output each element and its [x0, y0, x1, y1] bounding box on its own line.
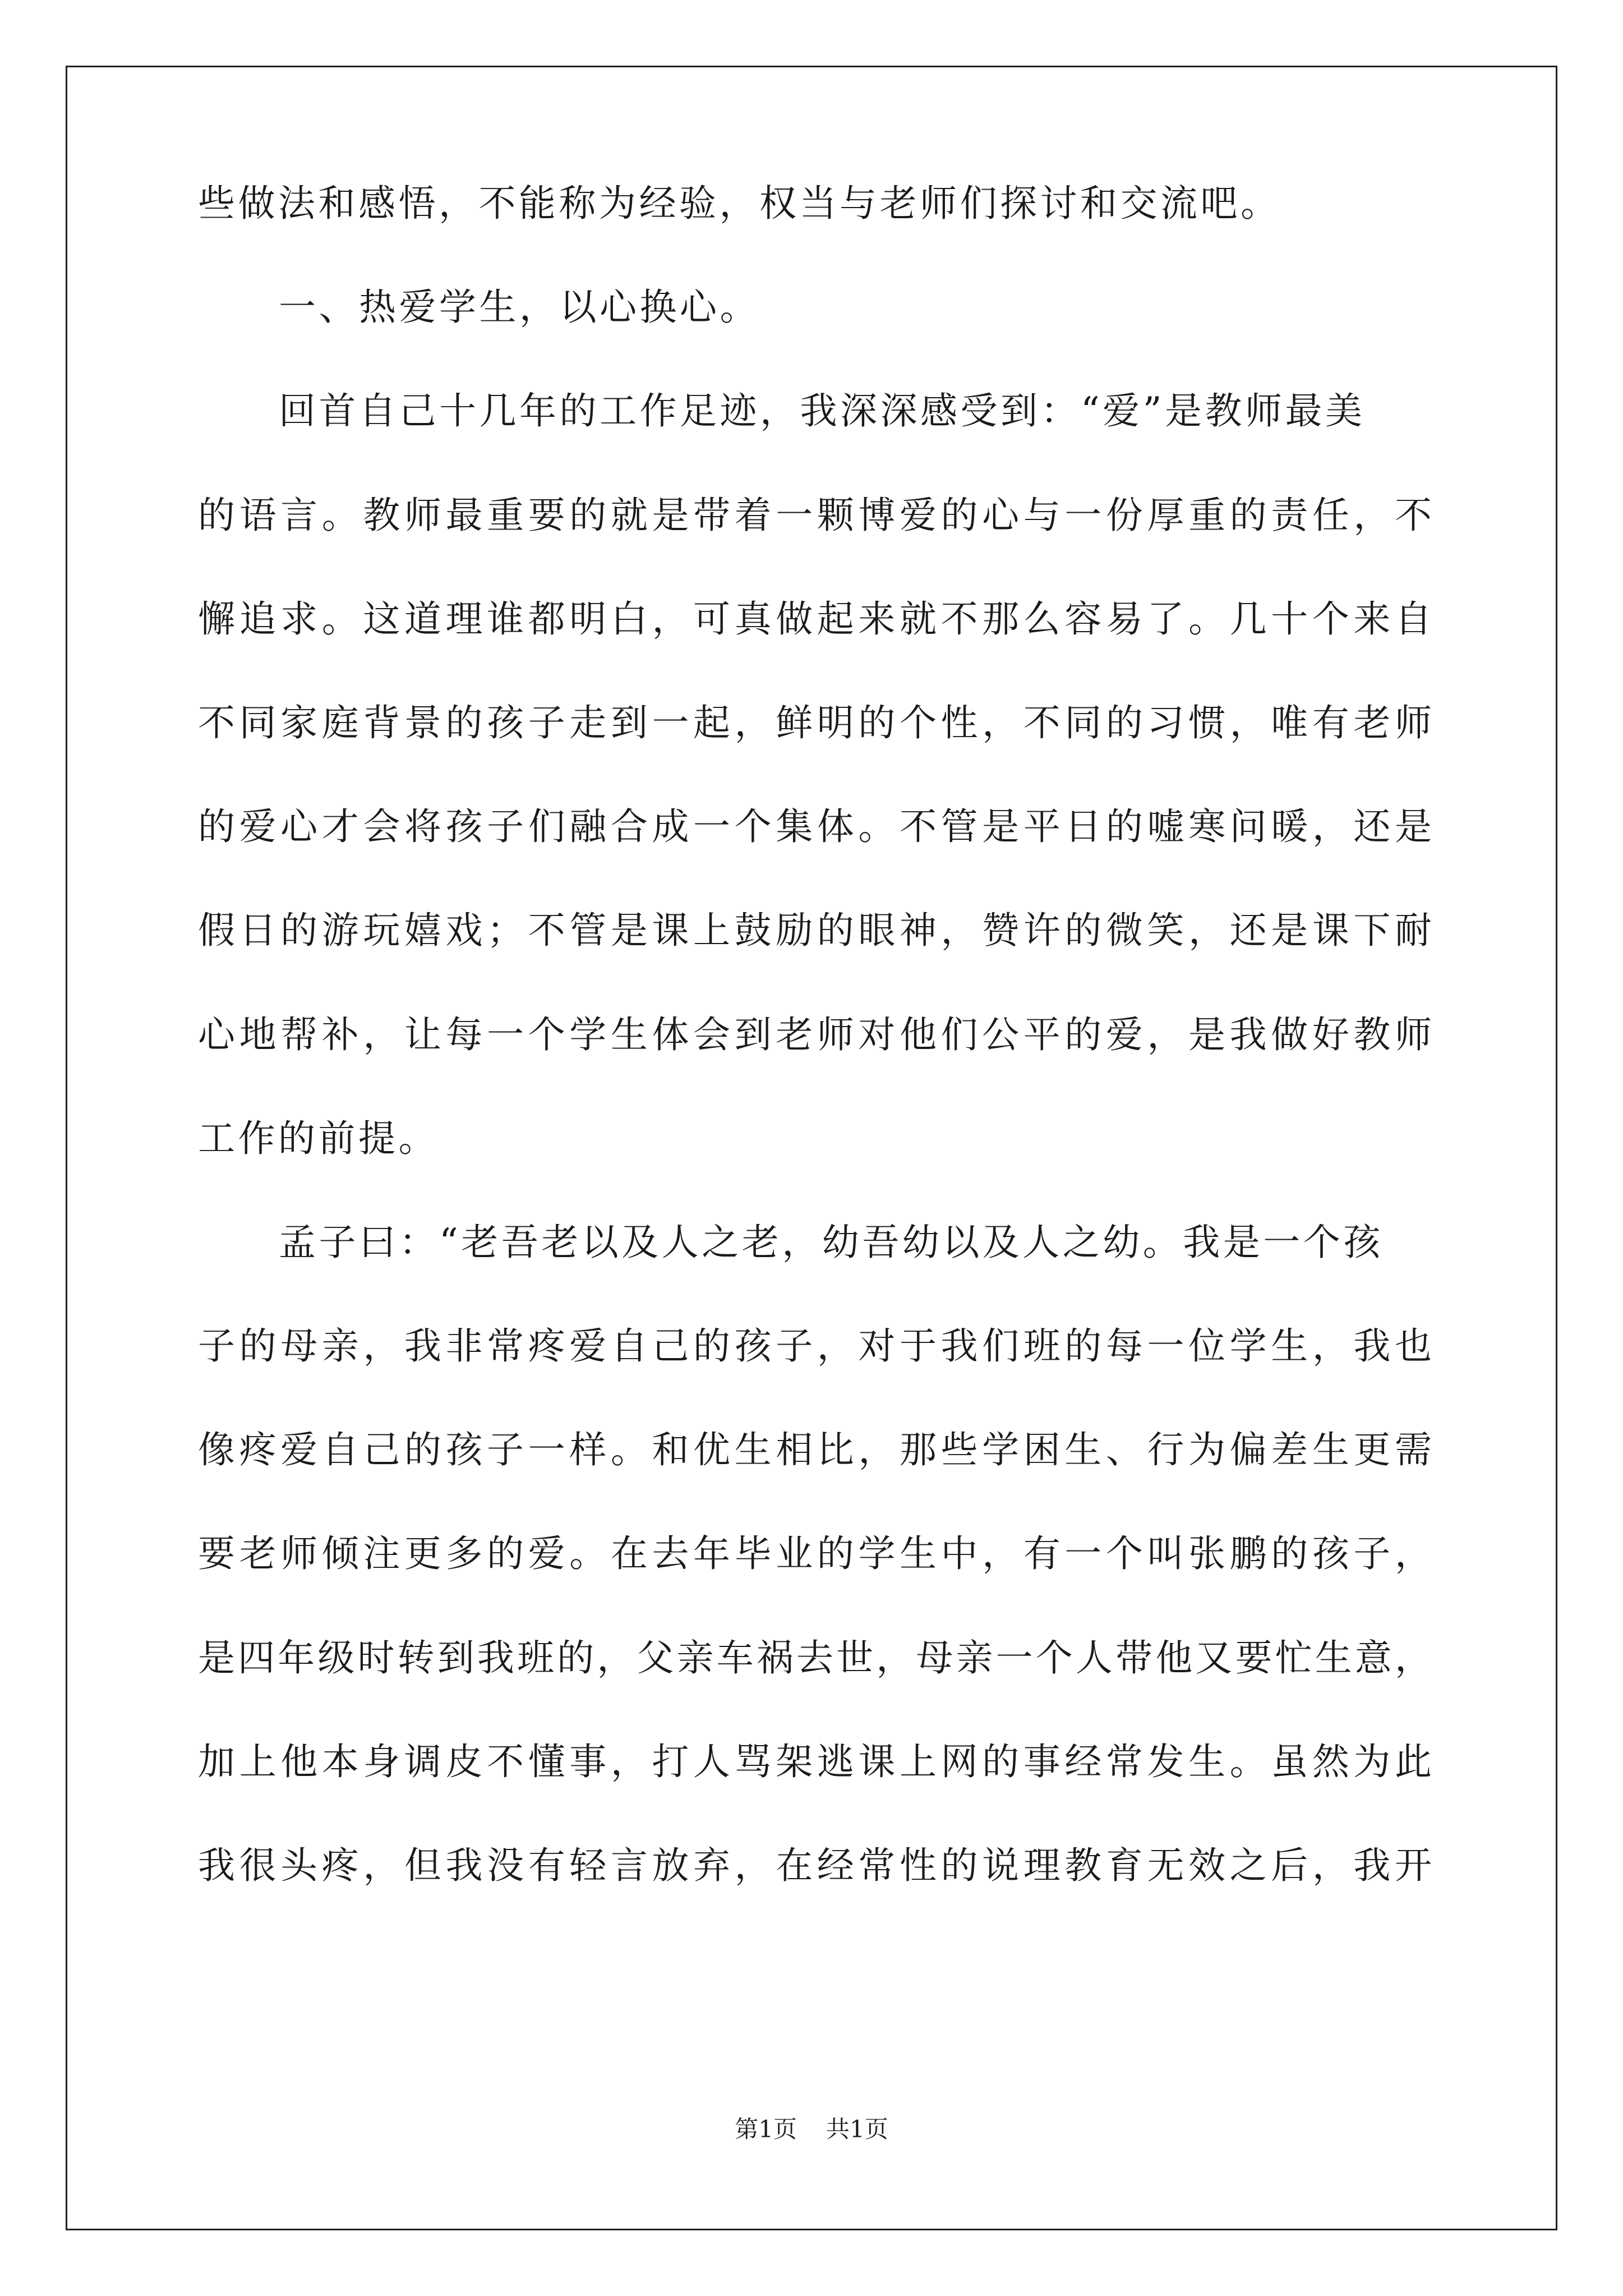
text-line: 是四年级时转到我班的，父亲车祸去世，母亲一个人带他又要忙生意，: [198, 1636, 1432, 1680]
text-line: 心地帮补，让每一个学生体会到老师对他们公平的爱，是我做好教师: [198, 1013, 1432, 1056]
text-line: 的语言。教师最重要的就是带着一颗博爱的心与一份厚重的责任，不: [198, 493, 1432, 537]
page-footer: [0, 2116, 1623, 2143]
text-line: 我很头疼，但我没有轻言放弃，在经常性的说理教育无效之后，我开: [198, 1844, 1432, 1887]
text-line: 假日的游玩嬉戏；不管是课上鼓励的眼神，赞许的微笑，还是课下耐: [198, 909, 1432, 953]
text-line: 的爱心才会将孩子们融合成一个集体。不管是平日的嘘寒问暖，还是: [198, 805, 1432, 849]
text-line: 些做法和感悟，不能称为经验，权当与老师们探讨和交流吧。: [198, 182, 1281, 225]
text-line: 子的母亲，我非常疼爱自己的孩子，对于我们班的每一位学生，我也: [198, 1324, 1432, 1368]
document-body: [198, 182, 1432, 1951]
text-line: 回首自己十几年的工作足迹，我深深感受到：“爱”是教师最美: [279, 389, 1366, 433]
section-heading: 一、热爱学生，以心换心。: [279, 286, 760, 329]
text-line: 像疼爱自己的孩子一样。和优生相比，那些学困生、行为偏差生更需: [198, 1428, 1432, 1472]
text-line: 不同家庭背景的孩子走到一起，鲜明的个性，不同的习惯，唯有老师: [198, 701, 1432, 744]
text-line: 要老师倾注更多的爱。在去年毕业的学生中，有一个叫张鹏的孩子，: [198, 1532, 1432, 1576]
text-line: 加上他本身调皮不懂事，打人骂架逃课上网的事经常发生。虽然为此: [198, 1740, 1432, 1783]
page-total: 共1页: [826, 2115, 888, 2143]
text-line: 工作的前提。: [198, 1116, 439, 1160]
text-line: 孟子曰：“老吾老以及人之老，幼吾幼以及人之幼。我是一个孩: [279, 1220, 1384, 1264]
page-number: 第1页: [735, 2115, 797, 2143]
text-line: 懈追求。这道理谁都明白，可真做起来就不那么容易了。几十个来自: [198, 597, 1432, 641]
